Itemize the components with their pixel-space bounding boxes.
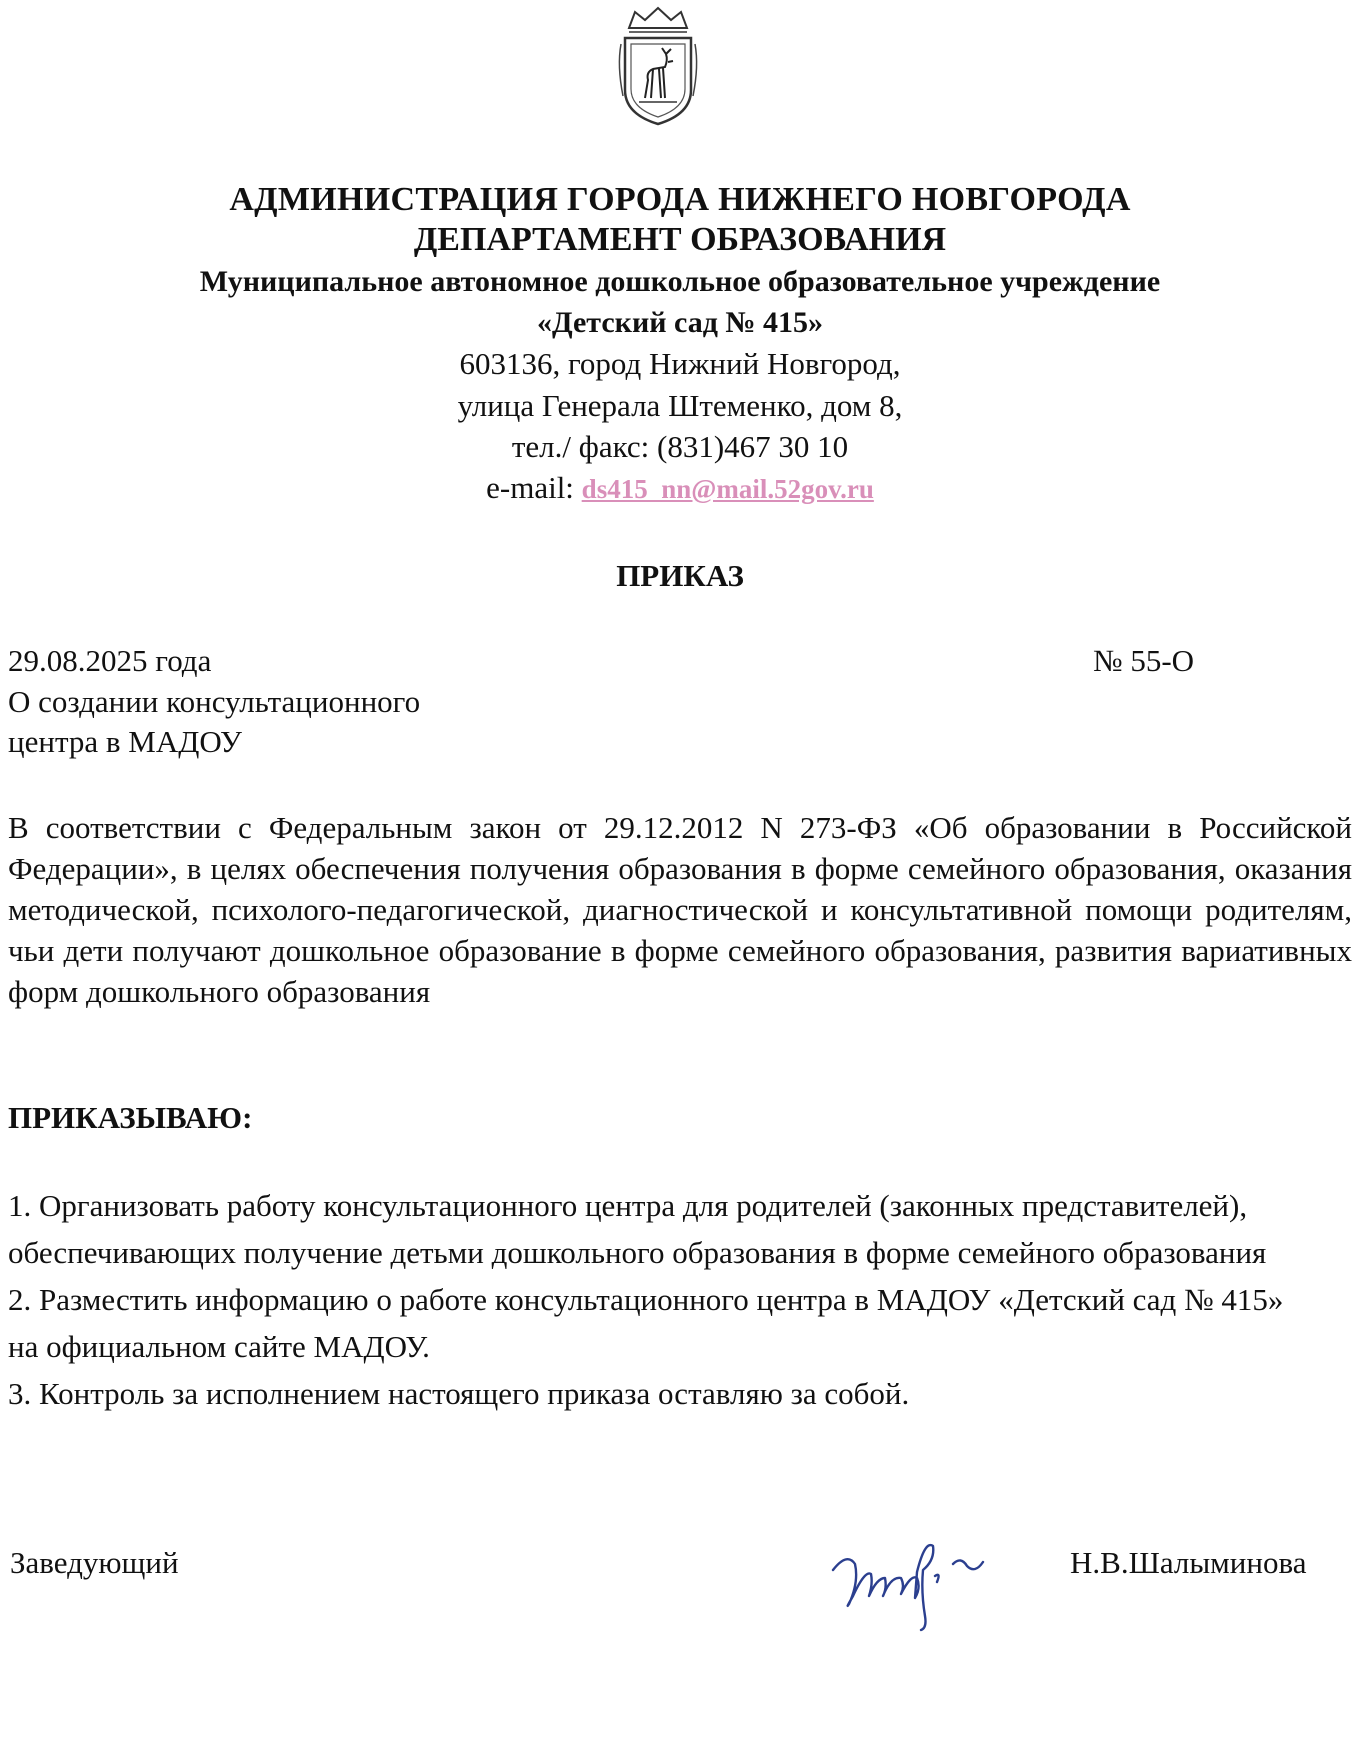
phone-fax: тел./ факс: (831)467 30 10: [511, 429, 849, 464]
city-coat-of-arms-icon: [615, 6, 701, 128]
handwritten-signature: [825, 1512, 1015, 1632]
institution-name: Муниципальное автономное дошкольное образовательное учреждение: [199, 265, 1161, 298]
order-subject-line-1: О создании консультационного: [8, 684, 421, 719]
email-link[interactable]: ds415_nn@mail.52gov.ru: [581, 474, 874, 504]
kindergarten-name: «Детский сад № 415»: [536, 306, 824, 339]
administration-title: АДМИНИСТРАЦИЯ ГОРОДА НИЖНЕГО НОВГОРОДА: [229, 181, 1131, 218]
address-line-1: 603136, город Нижний Новгород,: [459, 346, 901, 381]
order-item-3: 3. Контроль за исполнением настоящего приказа оставляю за собой.: [8, 1376, 910, 1411]
order-item-2: 2. Разместить информацию о работе консультационного центра в МАДОУ «Детский сад № 415» на официальном сайте МАДОУ.: [8, 1282, 1284, 1364]
department-title: ДЕПАРТАМЕНТ ОБРАЗОВАНИЯ: [413, 221, 947, 258]
preamble-paragraph: В соответствии с Федеральным закон от 29.12.2012 N 273-ФЗ «Об образовании в Российской Федерации», в целях обеспечения получения образования в форме семейного образования, оказания методической, психолого-педагогической, диагностической и консультативной помощи родителям, чьи дети получают дошкольное образование в форме семейного образования, развития вариативных форм дошкольного образования: [8, 810, 1352, 1009]
address-line-2: улица Генерала Штеменко, дом 8,: [457, 388, 903, 423]
email-row: [0, 470, 1360, 507]
signatory-title: Заведующий: [10, 1545, 179, 1580]
email-label: e-mail:: [486, 470, 574, 505]
order-items-list: [8, 1182, 1308, 1417]
order-item-1: 1. Организовать работу консультационного центра для родителей (законных представителей), обеспечивающих получение детьми дошкольного образования в форме семейного образования: [8, 1188, 1267, 1270]
order-subject-line-2: центра в МАДОУ: [8, 724, 242, 759]
order-directive-heading: ПРИКАЗЫВАЮ:: [8, 1100, 253, 1135]
document-type: ПРИКАЗ: [616, 558, 744, 593]
order-date: 29.08.2025 года: [8, 643, 212, 678]
order-number: № 55-О: [1093, 643, 1195, 678]
signatory-name: Н.В.Шалыминова: [1070, 1545, 1307, 1580]
